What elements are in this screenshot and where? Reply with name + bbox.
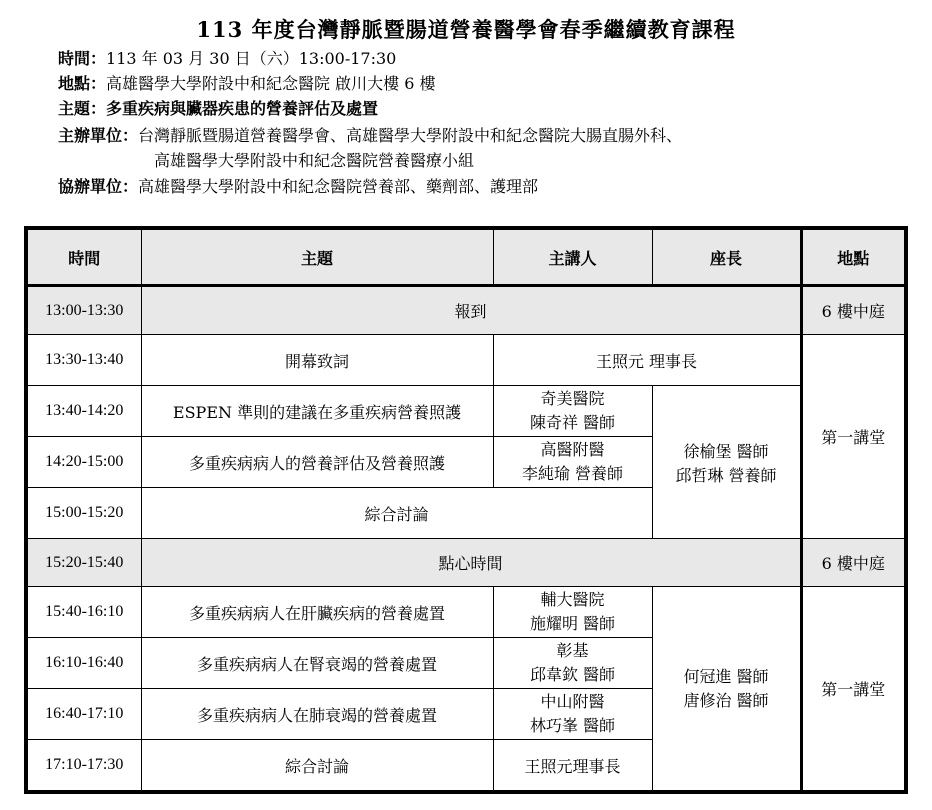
speaker-name: 施耀明 醫師 bbox=[529, 614, 616, 633]
speaker-org: 中山附醫 bbox=[540, 692, 605, 711]
info-organizer bbox=[58, 124, 682, 148]
row-time: 16:40-17:10 bbox=[26, 689, 141, 740]
row-speaker bbox=[493, 638, 652, 689]
time-label: 時間： bbox=[58, 49, 107, 68]
coorganizer-label: 協辦單位： bbox=[58, 177, 139, 196]
chair-line1: 徐榆堡 醫師 bbox=[683, 442, 769, 461]
row-place: 6 樓中庭 bbox=[801, 286, 906, 335]
row-time: 15:00-15:20 bbox=[26, 488, 141, 539]
chair-line2: 邱哲琳 營養師 bbox=[675, 466, 777, 485]
info-place bbox=[58, 72, 435, 96]
header-topic: 主題 bbox=[141, 228, 493, 286]
row-topic: 報到 bbox=[141, 286, 801, 335]
place-value: 高雄醫學大學附設中和紀念醫院 啟川大樓 6 樓 bbox=[106, 74, 436, 93]
chair-cell-2 bbox=[652, 587, 801, 793]
schedule-table bbox=[24, 226, 908, 794]
table-row bbox=[26, 587, 906, 638]
info-topic bbox=[58, 97, 378, 121]
place-label: 地點： bbox=[58, 74, 107, 93]
row-topic: 點心時間 bbox=[141, 539, 801, 587]
speaker-org: 高醫附醫 bbox=[540, 440, 605, 459]
row-topic: 多重疾病病人在腎衰竭的營養處置 bbox=[141, 638, 493, 689]
row-speaker bbox=[493, 386, 652, 437]
row-time: 15:20-15:40 bbox=[26, 539, 141, 587]
row-topic: 綜合討論 bbox=[141, 740, 493, 793]
header-speaker: 主講人 bbox=[493, 228, 652, 286]
row-time: 15:40-16:10 bbox=[26, 587, 141, 638]
organizer-line2: 高雄醫學大學附設中和紀念醫院營養醫療小組 bbox=[154, 151, 475, 170]
header-time: 時間 bbox=[26, 228, 141, 286]
chair-line1: 何冠進 醫師 bbox=[683, 666, 769, 686]
hall-cell-2 bbox=[801, 587, 906, 793]
table-header-row bbox=[26, 228, 906, 286]
hall-cell-1 bbox=[801, 335, 906, 539]
row-topic: 多重疾病病人在肝臟疾病的營養處置 bbox=[141, 587, 493, 638]
row-speaker bbox=[493, 437, 652, 488]
speaker-org: 彰基 bbox=[556, 641, 589, 660]
row-speaker: 王照元理事長 bbox=[493, 740, 652, 793]
speaker-org: 輔大醫院 bbox=[540, 590, 605, 609]
row-time: 17:10-17:30 bbox=[26, 740, 141, 793]
speaker-name: 邱韋欽 醫師 bbox=[529, 665, 616, 684]
row-speaker: 王照元 理事長 bbox=[493, 335, 801, 386]
row-time: 16:10-16:40 bbox=[26, 638, 141, 689]
row-place: 6 樓中庭 bbox=[801, 539, 906, 587]
row-time: 13:00-13:30 bbox=[26, 286, 141, 335]
coorganizer-value: 高雄醫學大學附設中和紀念醫院營養部、藥劑部、護理部 bbox=[138, 177, 539, 196]
chair-cell-1 bbox=[652, 386, 801, 539]
row-time: 14:20-15:00 bbox=[26, 437, 141, 488]
table-row bbox=[26, 539, 906, 587]
row-topic: 多重疾病病人在肺衰竭的營養處置 bbox=[141, 689, 493, 740]
row-topic: ESPEN 準則的建議在多重疾病營養照護 bbox=[141, 386, 493, 437]
table-row bbox=[26, 286, 906, 335]
topic-label: 主題： bbox=[58, 99, 107, 118]
row-topic: 綜合討論 bbox=[141, 488, 652, 539]
row-topic: 開幕致詞 bbox=[141, 335, 493, 386]
organizer-line1: 台灣靜脈暨腸道營養醫學會、高雄醫學大學附設中和紀念醫院大腸直腸外科、 bbox=[138, 126, 683, 145]
hall-name: 第一講堂 bbox=[821, 428, 886, 447]
speaker-name: 李純瑜 營養師 bbox=[521, 464, 624, 483]
organizer-label: 主辦單位： bbox=[58, 126, 139, 145]
topic-value: 多重疾病與臟器疾患的營養評估及處置 bbox=[106, 99, 379, 118]
hall-name: 第一講堂 bbox=[821, 680, 886, 699]
table-row bbox=[26, 386, 906, 437]
info-time bbox=[58, 47, 396, 71]
row-time: 13:30-13:40 bbox=[26, 335, 141, 386]
speaker-name: 陳奇祥 醫師 bbox=[529, 413, 616, 432]
info-coorganizer bbox=[58, 175, 538, 199]
row-speaker bbox=[493, 587, 652, 638]
chair-line2: 唐修治 醫師 bbox=[683, 690, 769, 710]
row-speaker bbox=[493, 689, 652, 740]
speaker-name: 林巧峯 醫師 bbox=[529, 716, 616, 735]
row-time: 13:40-14:20 bbox=[26, 386, 141, 437]
table-row bbox=[26, 335, 906, 386]
speaker-org: 奇美醫院 bbox=[540, 389, 605, 408]
time-value: 113 年 03 月 30 日（六）13:00-17:30 bbox=[106, 49, 397, 68]
page-title: 113 年度台灣靜脈暨腸道營養醫學會春季繼續教育課程 bbox=[196, 17, 736, 42]
header-chair: 座長 bbox=[652, 228, 801, 286]
header-place: 地點 bbox=[801, 228, 906, 286]
row-topic: 多重疾病病人的營養評估及營養照護 bbox=[141, 437, 493, 488]
